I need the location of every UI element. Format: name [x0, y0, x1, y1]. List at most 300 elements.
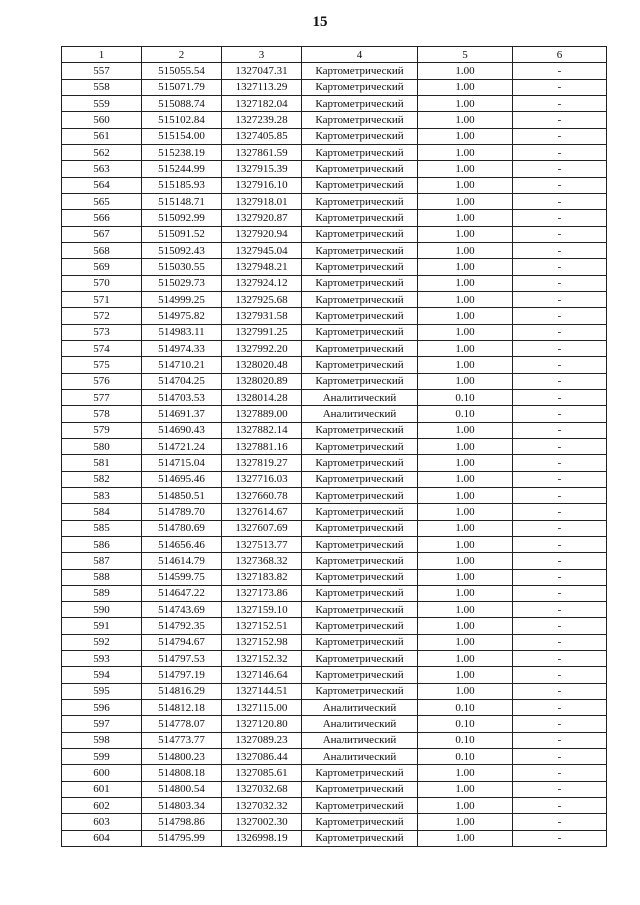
- accuracy-cell: 1.00: [418, 373, 513, 389]
- x-coordinate-cell: 514850.51: [142, 487, 222, 503]
- note-cell: -: [513, 732, 607, 748]
- note-cell: -: [513, 487, 607, 503]
- table-row: [62, 422, 607, 438]
- accuracy-cell: 1.00: [418, 798, 513, 814]
- method-cell: Картометрический: [302, 226, 418, 242]
- point-number-cell: 596: [62, 700, 142, 716]
- method-cell: Картометрический: [302, 308, 418, 324]
- table-row: [62, 210, 607, 226]
- accuracy-cell: 1.00: [418, 422, 513, 438]
- method-cell: Картометрический: [302, 357, 418, 373]
- y-coordinate-cell: 1327819.27: [222, 455, 302, 471]
- method-cell: Картометрический: [302, 340, 418, 356]
- point-number-cell: 567: [62, 226, 142, 242]
- page-number: 15: [312, 14, 328, 30]
- accuracy-cell: 1.00: [418, 193, 513, 209]
- column-header: 2: [142, 47, 222, 63]
- method-cell: Картометрический: [302, 63, 418, 79]
- method-cell: Аналитический: [302, 700, 418, 716]
- method-cell: Картометрический: [302, 471, 418, 487]
- x-coordinate-cell: 514798.86: [142, 814, 222, 830]
- y-coordinate-cell: 1327660.78: [222, 487, 302, 503]
- point-number-cell: 563: [62, 161, 142, 177]
- note-cell: -: [513, 504, 607, 520]
- table-row: [62, 749, 607, 765]
- point-number-cell: 593: [62, 651, 142, 667]
- accuracy-cell: 1.00: [418, 634, 513, 650]
- note-cell: -: [513, 291, 607, 307]
- point-number-cell: 588: [62, 569, 142, 585]
- method-cell: Картометрический: [302, 798, 418, 814]
- method-cell: Картометрический: [302, 683, 418, 699]
- note-cell: -: [513, 308, 607, 324]
- point-number-cell: 590: [62, 602, 142, 618]
- note-cell: -: [513, 210, 607, 226]
- column-header: 4: [302, 47, 418, 63]
- point-number-cell: 580: [62, 438, 142, 454]
- y-coordinate-cell: 1327920.87: [222, 210, 302, 226]
- x-coordinate-cell: 514691.37: [142, 406, 222, 422]
- table-row: [62, 324, 607, 340]
- header-row: [62, 47, 607, 63]
- accuracy-cell: 1.00: [418, 324, 513, 340]
- y-coordinate-cell: 1327086.44: [222, 749, 302, 765]
- y-coordinate-cell: 1328020.48: [222, 357, 302, 373]
- accuracy-cell: 0.10: [418, 749, 513, 765]
- point-number-cell: 585: [62, 520, 142, 536]
- table-row: [62, 830, 607, 846]
- accuracy-cell: 0.10: [418, 716, 513, 732]
- x-coordinate-cell: 514710.21: [142, 357, 222, 373]
- y-coordinate-cell: 1326998.19: [222, 830, 302, 846]
- method-cell: Картометрический: [302, 781, 418, 797]
- y-coordinate-cell: 1327239.28: [222, 112, 302, 128]
- method-cell: Аналитический: [302, 749, 418, 765]
- point-number-cell: 557: [62, 63, 142, 79]
- y-coordinate-cell: 1327948.21: [222, 259, 302, 275]
- method-cell: Аналитический: [302, 716, 418, 732]
- table-row: [62, 553, 607, 569]
- point-number-cell: 597: [62, 716, 142, 732]
- point-number-cell: 584: [62, 504, 142, 520]
- x-coordinate-cell: 515185.93: [142, 177, 222, 193]
- x-coordinate-cell: 514778.07: [142, 716, 222, 732]
- note-cell: -: [513, 373, 607, 389]
- table-header: [62, 47, 607, 63]
- note-cell: -: [513, 553, 607, 569]
- y-coordinate-cell: 1327882.14: [222, 422, 302, 438]
- table-row: [62, 275, 607, 291]
- x-coordinate-cell: 514975.82: [142, 308, 222, 324]
- method-cell: Картометрический: [302, 112, 418, 128]
- x-coordinate-cell: 514974.33: [142, 340, 222, 356]
- point-number-cell: 566: [62, 210, 142, 226]
- point-number-cell: 600: [62, 765, 142, 781]
- x-coordinate-cell: 515071.79: [142, 79, 222, 95]
- x-coordinate-cell: 515102.84: [142, 112, 222, 128]
- note-cell: -: [513, 340, 607, 356]
- note-cell: -: [513, 749, 607, 765]
- table-row: [62, 536, 607, 552]
- table-row: [62, 520, 607, 536]
- y-coordinate-cell: 1327159.10: [222, 602, 302, 618]
- point-number-cell: 578: [62, 406, 142, 422]
- table-row: [62, 406, 607, 422]
- y-coordinate-cell: 1327183.82: [222, 569, 302, 585]
- method-cell: Картометрический: [302, 95, 418, 111]
- y-coordinate-cell: 1327992.20: [222, 340, 302, 356]
- method-cell: Картометрический: [302, 79, 418, 95]
- note-cell: -: [513, 814, 607, 830]
- x-coordinate-cell: 514797.53: [142, 651, 222, 667]
- table-row: [62, 63, 607, 79]
- method-cell: Картометрический: [302, 161, 418, 177]
- note-cell: -: [513, 357, 607, 373]
- note-cell: -: [513, 455, 607, 471]
- method-cell: Картометрический: [302, 536, 418, 552]
- accuracy-cell: 1.00: [418, 536, 513, 552]
- table-row: [62, 487, 607, 503]
- accuracy-cell: 1.00: [418, 128, 513, 144]
- point-number-cell: 598: [62, 732, 142, 748]
- accuracy-cell: 1.00: [418, 487, 513, 503]
- accuracy-cell: 1.00: [418, 781, 513, 797]
- method-cell: Картометрический: [302, 177, 418, 193]
- x-coordinate-cell: 514715.04: [142, 455, 222, 471]
- note-cell: -: [513, 95, 607, 111]
- method-cell: Картометрический: [302, 814, 418, 830]
- table-row: [62, 128, 607, 144]
- note-cell: -: [513, 406, 607, 422]
- method-cell: Аналитический: [302, 732, 418, 748]
- note-cell: -: [513, 618, 607, 634]
- x-coordinate-cell: 514614.79: [142, 553, 222, 569]
- note-cell: -: [513, 193, 607, 209]
- y-coordinate-cell: 1327607.69: [222, 520, 302, 536]
- x-coordinate-cell: 514797.19: [142, 667, 222, 683]
- accuracy-cell: 1.00: [418, 520, 513, 536]
- point-number-cell: 568: [62, 242, 142, 258]
- note-cell: -: [513, 520, 607, 536]
- table-row: [62, 291, 607, 307]
- x-coordinate-cell: 515088.74: [142, 95, 222, 111]
- table-row: [62, 700, 607, 716]
- accuracy-cell: 1.00: [418, 275, 513, 291]
- point-number-cell: 561: [62, 128, 142, 144]
- x-coordinate-cell: 514773.77: [142, 732, 222, 748]
- accuracy-cell: 1.00: [418, 226, 513, 242]
- table-row: [62, 242, 607, 258]
- method-cell: Картометрический: [302, 634, 418, 650]
- table-row: [62, 716, 607, 732]
- method-cell: Картометрический: [302, 144, 418, 160]
- x-coordinate-cell: 514808.18: [142, 765, 222, 781]
- point-number-cell: 583: [62, 487, 142, 503]
- y-coordinate-cell: 1327002.30: [222, 814, 302, 830]
- accuracy-cell: 1.00: [418, 210, 513, 226]
- table-row: [62, 373, 607, 389]
- table-row: [62, 226, 607, 242]
- table-row: [62, 95, 607, 111]
- table-row: [62, 618, 607, 634]
- accuracy-cell: 1.00: [418, 585, 513, 601]
- point-number-cell: 576: [62, 373, 142, 389]
- point-number-cell: 565: [62, 193, 142, 209]
- y-coordinate-cell: 1327889.00: [222, 406, 302, 422]
- y-coordinate-cell: 1327716.03: [222, 471, 302, 487]
- accuracy-cell: 1.00: [418, 161, 513, 177]
- note-cell: -: [513, 683, 607, 699]
- point-number-cell: 574: [62, 340, 142, 356]
- accuracy-cell: 1.00: [418, 144, 513, 160]
- y-coordinate-cell: 1327085.61: [222, 765, 302, 781]
- point-number-cell: 581: [62, 455, 142, 471]
- y-coordinate-cell: 1327173.86: [222, 585, 302, 601]
- note-cell: -: [513, 226, 607, 242]
- point-number-cell: 579: [62, 422, 142, 438]
- table-row: [62, 308, 607, 324]
- column-header: 1: [62, 47, 142, 63]
- x-coordinate-cell: 514803.34: [142, 798, 222, 814]
- point-number-cell: 571: [62, 291, 142, 307]
- note-cell: -: [513, 242, 607, 258]
- x-coordinate-cell: 514656.46: [142, 536, 222, 552]
- y-coordinate-cell: 1327152.32: [222, 651, 302, 667]
- y-coordinate-cell: 1328014.28: [222, 389, 302, 405]
- method-cell: Картометрический: [302, 193, 418, 209]
- method-cell: Картометрический: [302, 585, 418, 601]
- table-row: [62, 259, 607, 275]
- accuracy-cell: 1.00: [418, 177, 513, 193]
- table-row: [62, 585, 607, 601]
- x-coordinate-cell: 514780.69: [142, 520, 222, 536]
- note-cell: -: [513, 798, 607, 814]
- x-coordinate-cell: 514789.70: [142, 504, 222, 520]
- accuracy-cell: 1.00: [418, 618, 513, 634]
- note-cell: -: [513, 128, 607, 144]
- y-coordinate-cell: 1327861.59: [222, 144, 302, 160]
- x-coordinate-cell: 514647.22: [142, 585, 222, 601]
- accuracy-cell: 1.00: [418, 569, 513, 585]
- method-cell: Картометрический: [302, 324, 418, 340]
- table-row: [62, 112, 607, 128]
- note-cell: -: [513, 112, 607, 128]
- x-coordinate-cell: 514703.53: [142, 389, 222, 405]
- accuracy-cell: 1.00: [418, 308, 513, 324]
- note-cell: -: [513, 602, 607, 618]
- table-row: [62, 144, 607, 160]
- y-coordinate-cell: 1327918.01: [222, 193, 302, 209]
- y-coordinate-cell: 1327931.58: [222, 308, 302, 324]
- accuracy-cell: 1.00: [418, 340, 513, 356]
- accuracy-cell: 1.00: [418, 602, 513, 618]
- note-cell: -: [513, 79, 607, 95]
- note-cell: -: [513, 259, 607, 275]
- note-cell: -: [513, 700, 607, 716]
- table-row: [62, 79, 607, 95]
- method-cell: Картометрический: [302, 291, 418, 307]
- table-row: [62, 438, 607, 454]
- table-row: [62, 357, 607, 373]
- x-coordinate-cell: 515092.99: [142, 210, 222, 226]
- note-cell: -: [513, 716, 607, 732]
- point-number-cell: 562: [62, 144, 142, 160]
- method-cell: Картометрический: [302, 275, 418, 291]
- y-coordinate-cell: 1327368.32: [222, 553, 302, 569]
- accuracy-cell: 1.00: [418, 357, 513, 373]
- note-cell: -: [513, 569, 607, 585]
- y-coordinate-cell: 1327113.29: [222, 79, 302, 95]
- x-coordinate-cell: 514800.23: [142, 749, 222, 765]
- method-cell: Аналитический: [302, 406, 418, 422]
- accuracy-cell: 0.10: [418, 389, 513, 405]
- accuracy-cell: 1.00: [418, 471, 513, 487]
- accuracy-cell: 1.00: [418, 455, 513, 471]
- table-row: [62, 732, 607, 748]
- x-coordinate-cell: 515091.52: [142, 226, 222, 242]
- point-number-cell: 595: [62, 683, 142, 699]
- y-coordinate-cell: 1327916.10: [222, 177, 302, 193]
- method-cell: Картометрический: [302, 830, 418, 846]
- x-coordinate-cell: 515029.73: [142, 275, 222, 291]
- y-coordinate-cell: 1327115.00: [222, 700, 302, 716]
- method-cell: Картометрический: [302, 651, 418, 667]
- accuracy-cell: 1.00: [418, 814, 513, 830]
- point-number-cell: 575: [62, 357, 142, 373]
- point-number-cell: 594: [62, 667, 142, 683]
- point-number-cell: 559: [62, 95, 142, 111]
- y-coordinate-cell: 1327146.64: [222, 667, 302, 683]
- point-number-cell: 586: [62, 536, 142, 552]
- x-coordinate-cell: 514800.54: [142, 781, 222, 797]
- method-cell: Картометрический: [302, 487, 418, 503]
- accuracy-cell: 1.00: [418, 95, 513, 111]
- x-coordinate-cell: 515148.71: [142, 193, 222, 209]
- y-coordinate-cell: 1327405.85: [222, 128, 302, 144]
- point-number-cell: 592: [62, 634, 142, 650]
- note-cell: -: [513, 177, 607, 193]
- x-coordinate-cell: 514690.43: [142, 422, 222, 438]
- note-cell: -: [513, 422, 607, 438]
- note-cell: -: [513, 161, 607, 177]
- point-number-cell: 601: [62, 781, 142, 797]
- x-coordinate-cell: 514816.29: [142, 683, 222, 699]
- method-cell: Картометрический: [302, 210, 418, 226]
- x-coordinate-cell: 515030.55: [142, 259, 222, 275]
- method-cell: Картометрический: [302, 553, 418, 569]
- point-number-cell: 569: [62, 259, 142, 275]
- note-cell: -: [513, 144, 607, 160]
- column-header: 6: [513, 47, 607, 63]
- accuracy-cell: 1.00: [418, 765, 513, 781]
- note-cell: -: [513, 781, 607, 797]
- point-number-cell: 603: [62, 814, 142, 830]
- point-number-cell: 560: [62, 112, 142, 128]
- note-cell: -: [513, 389, 607, 405]
- table-row: [62, 634, 607, 650]
- note-cell: -: [513, 585, 607, 601]
- table-row: [62, 683, 607, 699]
- x-coordinate-cell: 514794.67: [142, 634, 222, 650]
- method-cell: Картометрический: [302, 128, 418, 144]
- x-coordinate-cell: 514695.46: [142, 471, 222, 487]
- y-coordinate-cell: 1327144.51: [222, 683, 302, 699]
- accuracy-cell: 1.00: [418, 651, 513, 667]
- table-row: [62, 161, 607, 177]
- point-number-cell: 587: [62, 553, 142, 569]
- method-cell: Картометрический: [302, 422, 418, 438]
- table-row: [62, 781, 607, 797]
- table-row: [62, 471, 607, 487]
- accuracy-cell: 1.00: [418, 79, 513, 95]
- note-cell: -: [513, 471, 607, 487]
- accuracy-cell: 1.00: [418, 504, 513, 520]
- table-row: [62, 569, 607, 585]
- y-coordinate-cell: 1327152.51: [222, 618, 302, 634]
- table-row: [62, 455, 607, 471]
- point-number-cell: 589: [62, 585, 142, 601]
- x-coordinate-cell: 514721.24: [142, 438, 222, 454]
- method-cell: Картометрический: [302, 373, 418, 389]
- accuracy-cell: 1.00: [418, 667, 513, 683]
- x-coordinate-cell: 515055.54: [142, 63, 222, 79]
- table-row: [62, 651, 607, 667]
- method-cell: Картометрический: [302, 242, 418, 258]
- x-coordinate-cell: 514743.69: [142, 602, 222, 618]
- note-cell: -: [513, 275, 607, 291]
- y-coordinate-cell: 1327032.68: [222, 781, 302, 797]
- note-cell: -: [513, 324, 607, 340]
- x-coordinate-cell: 515092.43: [142, 242, 222, 258]
- table-row: [62, 765, 607, 781]
- column-header: 3: [222, 47, 302, 63]
- y-coordinate-cell: 1327915.39: [222, 161, 302, 177]
- y-coordinate-cell: 1327152.98: [222, 634, 302, 650]
- method-cell: Картометрический: [302, 602, 418, 618]
- accuracy-cell: 1.00: [418, 683, 513, 699]
- method-cell: Картометрический: [302, 438, 418, 454]
- point-number-cell: 577: [62, 389, 142, 405]
- x-coordinate-cell: 515154.00: [142, 128, 222, 144]
- y-coordinate-cell: 1327920.94: [222, 226, 302, 242]
- point-number-cell: 558: [62, 79, 142, 95]
- x-coordinate-cell: 514704.25: [142, 373, 222, 389]
- point-number-cell: 564: [62, 177, 142, 193]
- table-body: [62, 63, 607, 847]
- x-coordinate-cell: 514983.11: [142, 324, 222, 340]
- point-number-cell: 573: [62, 324, 142, 340]
- note-cell: -: [513, 651, 607, 667]
- method-cell: Картометрический: [302, 765, 418, 781]
- table-row: [62, 504, 607, 520]
- point-number-cell: 599: [62, 749, 142, 765]
- y-coordinate-cell: 1327032.32: [222, 798, 302, 814]
- x-coordinate-cell: 514999.25: [142, 291, 222, 307]
- note-cell: -: [513, 634, 607, 650]
- accuracy-cell: 0.10: [418, 406, 513, 422]
- y-coordinate-cell: 1327614.67: [222, 504, 302, 520]
- y-coordinate-cell: 1327120.80: [222, 716, 302, 732]
- note-cell: -: [513, 438, 607, 454]
- column-header: 5: [418, 47, 513, 63]
- point-number-cell: 570: [62, 275, 142, 291]
- method-cell: Картометрический: [302, 520, 418, 536]
- y-coordinate-cell: 1327513.77: [222, 536, 302, 552]
- y-coordinate-cell: 1327047.31: [222, 63, 302, 79]
- x-coordinate-cell: 515244.99: [142, 161, 222, 177]
- point-number-cell: 604: [62, 830, 142, 846]
- method-cell: Картометрический: [302, 667, 418, 683]
